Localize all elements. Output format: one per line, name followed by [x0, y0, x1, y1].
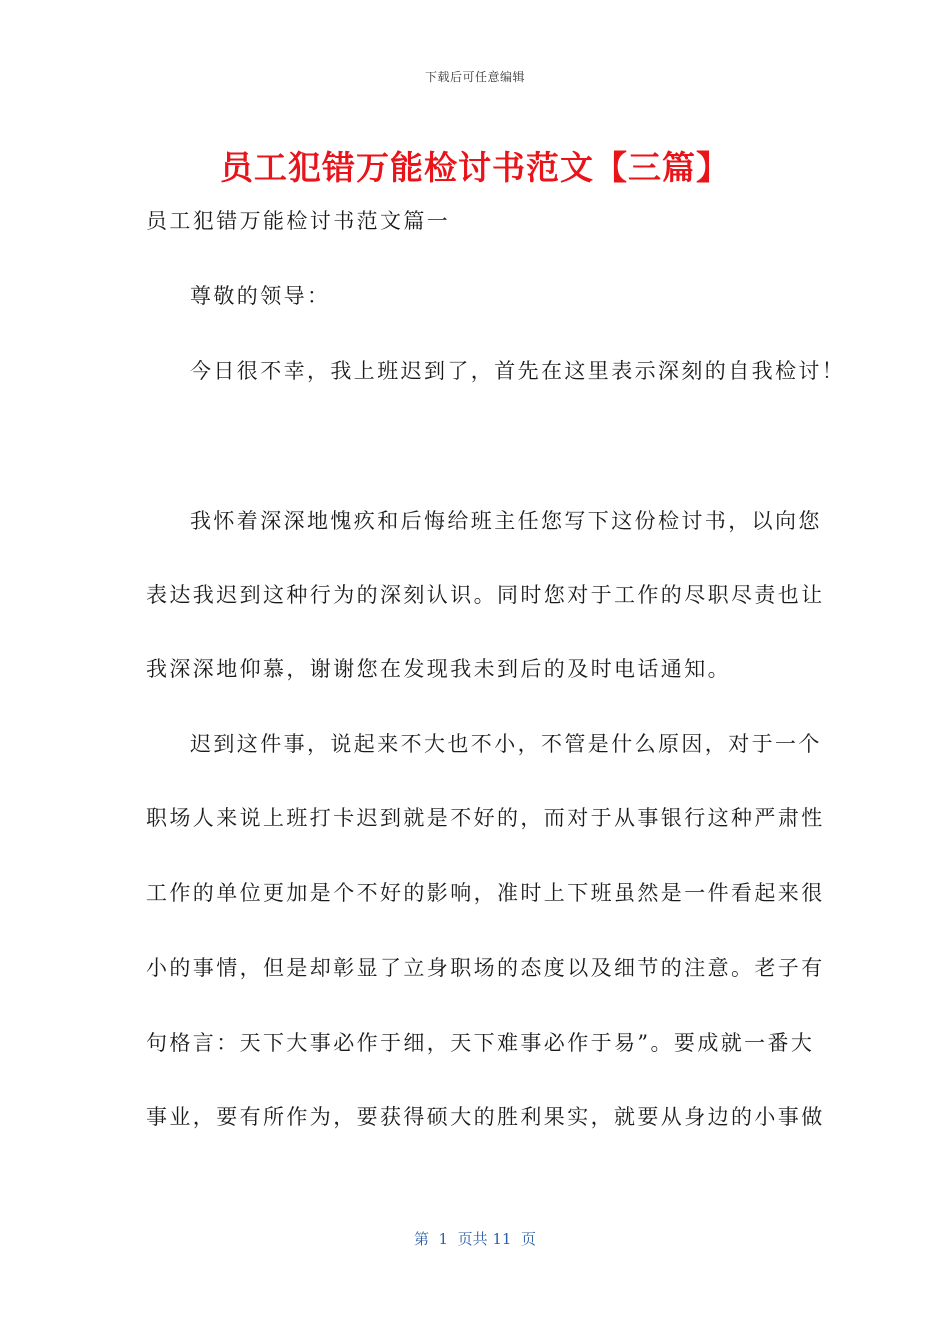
page-number-footer: 第 1 页共 11 页 [413, 1230, 536, 1248]
paragraph-line: 职场人来说上班打卡迟到就是不好的，而对于从事银行这种严肃性 [146, 806, 825, 830]
paragraph-line: 我怀着深深地愧疚和后悔给班主任您写下这份检讨书，以向您 [190, 509, 822, 533]
salutation: 尊敬的领导： [190, 284, 331, 308]
paragraph-line: 句格言：天下大事必作于细，天下难事必作于易”。要成就一番大 [146, 1031, 815, 1055]
paragraph-line: 表达我迟到这种行为的深刻认识。同时您对于工作的尽职尽责也让 [146, 583, 825, 607]
paragraph-line: 小的事情，但是却彰显了立身职场的态度以及细节的注意。老子有 [146, 956, 825, 980]
section-heading: 员工犯错万能检讨书范文篇一 [146, 209, 451, 233]
paragraph-line: 工作的单位更加是个不好的影响，准时上下班虽然是一件看起来很 [146, 881, 825, 905]
document-title: 员工犯错万能检讨书范文【三篇】 [220, 148, 730, 187]
paragraph-line: 迟到这件事，说起来不大也不小，不管是什么原因，对于一个 [190, 732, 822, 756]
paragraph-line: 今日很不幸，我上班迟到了，首先在这里表示深刻的自我检讨！ [190, 359, 846, 383]
paragraph-line: 我深深地仰慕，谢谢您在发现我未到后的及时电话通知。 [146, 657, 731, 681]
header-note: 下载后可任意编辑 [424, 70, 525, 84]
paragraph-line: 事业，要有所作为，要获得硕大的胜利果实，就要从身边的小事做 [146, 1105, 825, 1129]
